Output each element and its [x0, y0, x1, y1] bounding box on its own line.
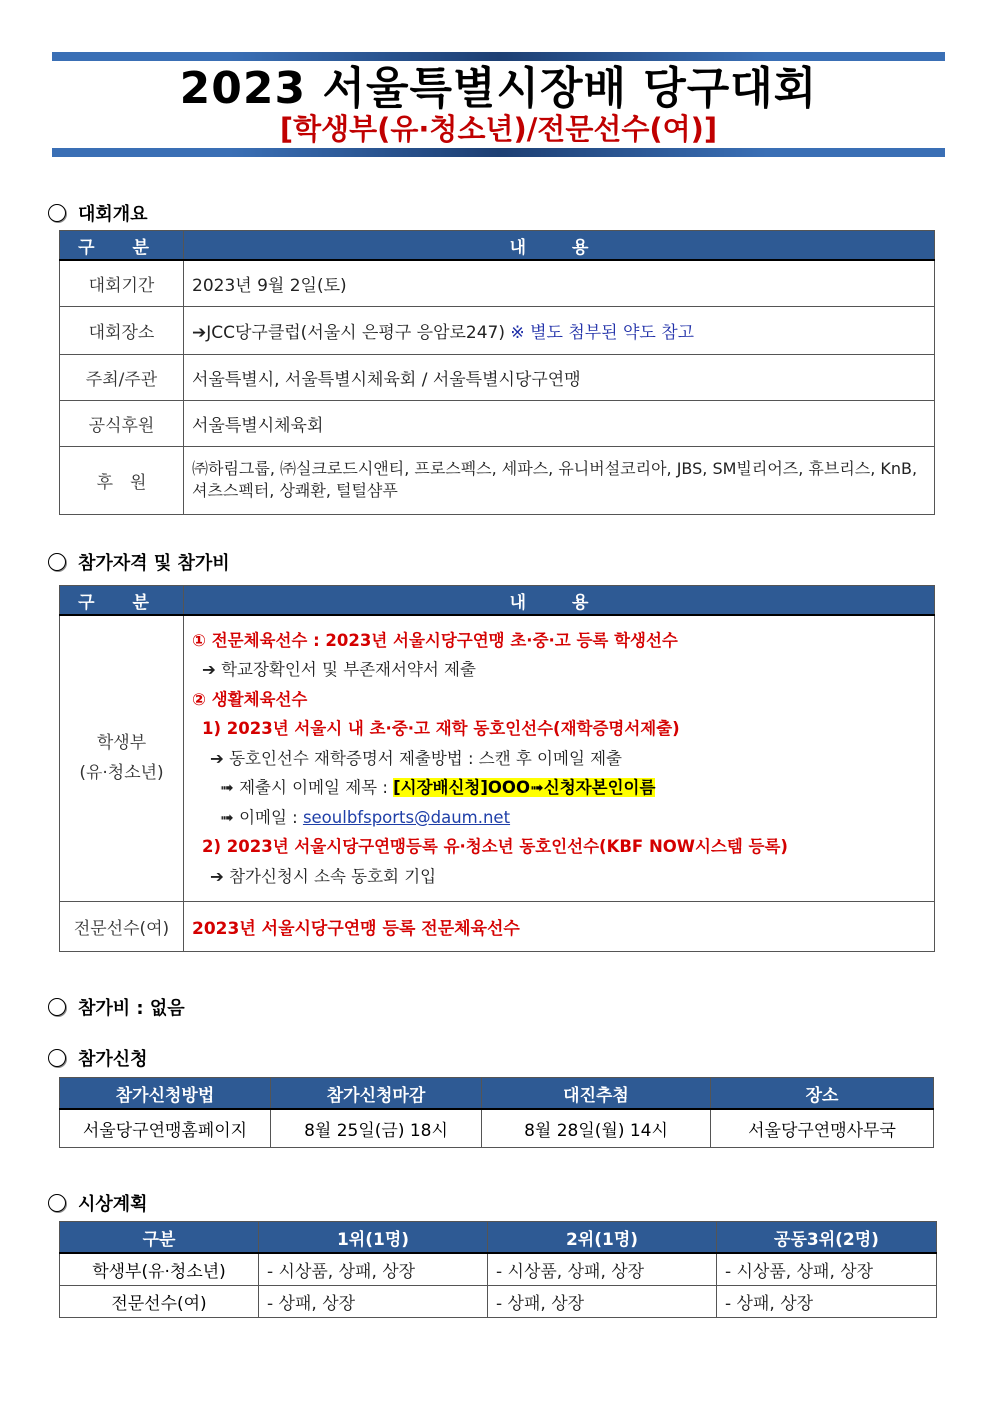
row-label: 공식후원	[60, 400, 184, 446]
row-label: 대회장소	[60, 306, 184, 354]
row-label: 후 원	[60, 446, 184, 514]
table-row	[60, 354, 935, 400]
table-row	[60, 1253, 937, 1285]
awards-cell: - 시상품, 상패, 상장	[488, 1253, 717, 1285]
awards-table	[59, 1221, 937, 1318]
row-value-sponsors: ㈜하림그룹, ㈜실크로드시앤티, 프로스펙스, 세파스, 유니버설코리아, JBS, SM빌리어즈, 휴브리스, KnB, 셔츠스펙터, 상쾌환, 털털샴푸	[184, 446, 935, 514]
overview-header-content: 내 용	[184, 231, 935, 261]
row-value-venue	[184, 306, 935, 354]
overview-header-row	[60, 231, 935, 261]
email-subject-highlight: [시장배신청]OOO➟신청자본인이름	[393, 778, 656, 797]
student-content	[184, 615, 935, 901]
pro-value: 2023년 서울시당구연맹 등록 전문체육선수	[184, 901, 935, 951]
awards-cell: - 상패, 상장	[259, 1285, 488, 1317]
venue-note: ※ 별도 첨부된 약도 참고	[510, 322, 695, 343]
application-deadline: 8월 25일(금) 18시	[271, 1109, 482, 1147]
row-label: 주최/주관	[60, 354, 184, 400]
overview-table	[59, 230, 935, 515]
row-value: 서울특별시, 서울특별시체육회 / 서울특별시당구연맹	[184, 354, 935, 400]
section-application-title: 참가신청	[78, 1049, 148, 1070]
email-link[interactable]: seoulbfsports@daum.net	[302, 807, 511, 827]
circle-bullet-icon	[48, 1194, 66, 1212]
eligibility-header-category: 구 분	[60, 586, 184, 616]
table-row	[60, 1285, 937, 1317]
section-eligibility-title: 참가자격 및 참가비	[78, 553, 230, 574]
application-header-draw: 대진추첨	[482, 1078, 711, 1110]
student-label-line2: (유·청소년)	[79, 763, 164, 784]
circle-bullet-icon	[48, 553, 66, 571]
student-row	[60, 615, 935, 901]
application-method: 서울당구연맹홈페이지	[60, 1109, 271, 1147]
circle-bullet-icon	[48, 1049, 66, 1067]
awards-cell: - 시상품, 상패, 상장	[717, 1253, 937, 1285]
section-overview-title: 대회개요	[78, 204, 148, 225]
awards-header-third: 공동3위(2명)	[717, 1222, 937, 1254]
page-title: 2023 서울특별시장배 당구대회	[179, 63, 818, 114]
line-pro-athlete: ① 전문체육선수 : 2023년 서울시당구연맹 초·중·고 등록 학생선수	[192, 630, 678, 650]
circle-bullet-icon	[48, 998, 66, 1016]
circle-bullet-icon	[48, 204, 66, 222]
email-subject-prefix: ➟ 제출시 이메일 제목 :	[220, 778, 394, 797]
table-row	[60, 400, 935, 446]
line-email	[192, 803, 926, 833]
application-header-place: 장소	[711, 1078, 934, 1110]
section-awards-heading	[48, 1190, 148, 1216]
line-club-entry: ➔ 참가신청시 소속 동호회 기입	[210, 866, 437, 886]
section-awards-title: 시상계획	[78, 1194, 148, 1215]
application-header-method: 참가신청방법	[60, 1078, 271, 1110]
table-row	[60, 260, 935, 306]
eligibility-header-row	[60, 586, 935, 616]
application-table	[59, 1077, 934, 1148]
row-value: 2023년 9월 2일(토)	[184, 260, 935, 306]
application-draw: 8월 28일(월) 14시	[482, 1109, 711, 1147]
table-row	[60, 1109, 934, 1147]
awards-cell: - 상패, 상장	[488, 1285, 717, 1317]
awards-header-first: 1위(1명)	[259, 1222, 488, 1254]
awards-cell: - 시상품, 상패, 상장	[259, 1253, 488, 1285]
awards-header-category: 구분	[60, 1222, 259, 1254]
awards-header-second: 2위(1명)	[488, 1222, 717, 1254]
bottom-decorative-bar	[52, 148, 945, 157]
awards-cell: - 상패, 상장	[717, 1285, 937, 1317]
section-overview-heading	[48, 200, 148, 226]
awards-header-row	[60, 1222, 937, 1254]
section-fee-title: 참가비 : 없음	[78, 998, 185, 1019]
student-label	[60, 615, 184, 901]
line-amateur-2: 2) 2023년 서울시당구연맹등록 유·청소년 동호인선수(KBF NOW시스템 등록)	[202, 837, 788, 856]
line-amateur-athlete: ② 생활체육선수	[192, 689, 308, 709]
awards-row-label: 학생부(유·청소년)	[60, 1253, 259, 1285]
table-row	[60, 306, 935, 354]
row-label: 대회기간	[60, 260, 184, 306]
section-eligibility-heading	[48, 549, 230, 575]
table-row	[60, 446, 935, 514]
top-decorative-bar	[52, 52, 945, 61]
application-header-row	[60, 1078, 934, 1110]
row-value: 서울특별시체육회	[184, 400, 935, 446]
venue-text: ➔JCC당구클럽(서울시 은평구 응암로247)	[192, 322, 506, 343]
email-prefix: ➟ 이메일 :	[220, 807, 303, 827]
line-submission-method: ➔ 동호인선수 재학증명서 제출방법 : 스캔 후 이메일 제출	[210, 748, 623, 768]
section-fee-heading	[48, 994, 185, 1020]
awards-row-label: 전문선수(여)	[60, 1285, 259, 1317]
line-email-subject	[192, 773, 926, 803]
application-header-deadline: 참가신청마감	[271, 1078, 482, 1110]
overview-header-category: 구 분	[60, 231, 184, 261]
page-subtitle: [학생부(유·청소년)/전문선수(여)]	[279, 112, 718, 146]
student-label-line1: 학생부	[96, 733, 147, 754]
eligibility-header-content: 내 용	[184, 586, 935, 616]
eligibility-table	[59, 585, 935, 952]
line-amateur-1: 1) 2023년 서울시 내 초·중·고 재학 동호인선수(재학증명서제출)	[202, 719, 680, 738]
pro-label: 전문선수(여)	[60, 901, 184, 951]
section-application-heading	[48, 1045, 148, 1071]
line-school-confirmation: ➔ 학교장확인서 및 부존재서약서 제출	[202, 660, 476, 679]
application-place: 서울당구연맹사무국	[711, 1109, 934, 1147]
pro-row	[60, 901, 935, 951]
